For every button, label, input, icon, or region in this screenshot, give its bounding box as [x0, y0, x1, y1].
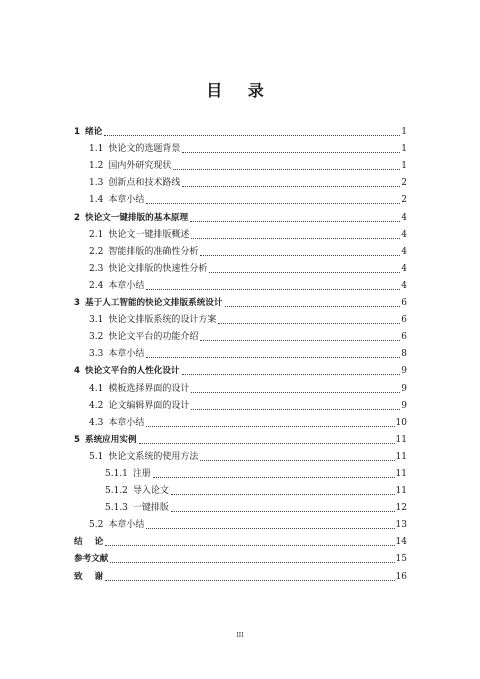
toc-entry[interactable]: [74, 206, 407, 223]
toc-entry[interactable]: [74, 292, 407, 309]
toc-entry-page: 13: [395, 520, 407, 531]
toc-entry[interactable]: [74, 463, 407, 480]
toc-entry-title: 快论文系统的使用方法: [108, 451, 199, 462]
toc-entry-title: 结 论: [74, 537, 104, 548]
toc-entry[interactable]: [74, 138, 407, 155]
dot-leader: [146, 528, 394, 529]
toc-entry-number: 1.4: [89, 195, 104, 206]
toc-entry[interactable]: [74, 241, 407, 258]
dot-leader: [146, 289, 400, 290]
dot-leader: [104, 135, 400, 136]
toc-entry-page: 11: [395, 434, 407, 445]
dot-leader: [146, 357, 400, 358]
toc-entry-title: 注册: [132, 468, 151, 479]
toc-entry-title: 国内外研究现状: [108, 161, 172, 172]
toc-entry[interactable]: [74, 395, 407, 412]
toc-entry-number: 5.1.1: [105, 468, 128, 479]
toc-entry-title: 本章小结: [108, 520, 145, 531]
toc-entry-page: 11: [395, 468, 407, 479]
toc-entry-number: 2.2: [89, 246, 104, 257]
toc-entry-page: 15: [395, 554, 407, 565]
toc-entry-number: 1.3: [89, 178, 104, 189]
toc-entry-page: 1: [401, 144, 407, 155]
page-number: III: [236, 632, 244, 639]
toc-entry-title: 快论文的选题背景: [108, 144, 181, 155]
toc-entry-page: 2: [401, 195, 407, 206]
toc-entry-title: 快论文排版的快速性分析: [108, 263, 208, 274]
toc-entry[interactable]: [74, 377, 407, 394]
toc-entry[interactable]: [74, 548, 407, 565]
toc-entry-number: 3.2: [89, 332, 104, 343]
toc-entry[interactable]: [74, 429, 407, 446]
toc-entry-number: 5.1.2: [105, 486, 128, 497]
toc-entry-number: 2.4: [89, 280, 104, 291]
toc-entry-page: 4: [401, 280, 407, 291]
toc-entry[interactable]: [74, 172, 407, 189]
toc-entry[interactable]: [74, 343, 407, 360]
toc-entry-page: 9: [401, 400, 407, 411]
toc-entry-number: 5.1.3: [105, 503, 128, 514]
toc-entry-number: 2: [74, 212, 80, 223]
dot-leader: [200, 460, 394, 461]
dot-leader: [191, 392, 400, 393]
toc-entry-number: 2.3: [89, 263, 104, 274]
toc-entry-number: 4: [74, 366, 80, 377]
toc-entry-title: 一键排版: [132, 503, 169, 514]
toc-entry[interactable]: [74, 309, 407, 326]
toc-entry[interactable]: [74, 412, 407, 429]
toc-entry-title: 导入论文: [132, 486, 169, 497]
toc-entry-title: 快论文一键排版的基本原理: [84, 212, 189, 223]
toc-entry-page: 6: [401, 298, 407, 309]
toc-entry-page: 14: [395, 537, 407, 548]
toc-entry-number: 3: [74, 298, 80, 309]
toc-entry-number: 5.2: [89, 520, 104, 531]
toc-entry-page: 12: [395, 503, 407, 514]
dot-leader: [200, 340, 400, 341]
toc-entry-title: 本章小结: [108, 195, 145, 206]
dot-leader: [146, 203, 400, 204]
toc-entry-page: 4: [401, 229, 407, 240]
toc-entry[interactable]: [74, 258, 407, 275]
toc-entry-page: 10: [395, 417, 407, 428]
toc-entry-title: 模板选择界面的设计: [108, 383, 190, 394]
toc-entry-number: 5.1: [89, 451, 104, 462]
dot-leader: [218, 323, 400, 324]
toc-entry-page: 8: [401, 349, 407, 360]
dot-leader: [171, 511, 395, 512]
toc-entry-title: 致 谢: [74, 571, 104, 582]
dot-leader: [191, 238, 400, 239]
toc-entry-title: 系统应用实例: [84, 434, 137, 445]
dot-leader: [182, 152, 400, 153]
toc-entry-page: 4: [401, 212, 407, 223]
toc-entry-page: 6: [401, 332, 407, 343]
dot-leader: [105, 580, 394, 581]
toc-entry-page: 1: [401, 161, 407, 172]
dot-leader: [191, 409, 400, 410]
toc-entry-number: 5: [74, 434, 80, 445]
dot-leader: [139, 443, 395, 444]
toc-entry-title: 快论文平台的人性化设计: [84, 366, 180, 377]
toc-entry[interactable]: [74, 155, 407, 172]
toc-entry-number: 1.1: [89, 144, 104, 155]
toc-entry-page: 11: [395, 451, 407, 462]
toc-entry-number: 3.1: [89, 315, 104, 326]
dot-leader: [146, 426, 394, 427]
dot-leader: [173, 169, 400, 170]
toc-entry[interactable]: [74, 514, 407, 531]
dot-leader: [153, 477, 395, 478]
toc-entry[interactable]: [74, 565, 407, 582]
toc-entry[interactable]: [74, 121, 407, 138]
toc-entry-title: 本章小结: [108, 280, 145, 291]
dot-leader: [200, 255, 400, 256]
toc-entry-page: 9: [401, 366, 407, 377]
toc-entry-number: 1.2: [89, 161, 104, 172]
dot-leader: [190, 221, 400, 222]
toc-entry-number: 2.1: [89, 229, 104, 240]
toc-entry-title: 本章小结: [108, 349, 145, 360]
toc-entry-title: 绪论: [84, 127, 103, 138]
toc-entry[interactable]: [74, 360, 407, 377]
toc-entry-title: 本章小结: [108, 417, 145, 428]
toc-entry[interactable]: [74, 480, 407, 497]
toc-entry-title: 快论文平台的功能介绍: [108, 332, 199, 343]
toc-entry[interactable]: [74, 531, 407, 548]
toc-entry-page: 11: [395, 486, 407, 497]
dot-leader: [182, 186, 400, 187]
toc-entry[interactable]: [74, 224, 407, 241]
toc-entry[interactable]: [74, 497, 407, 514]
toc-entry-page: 9: [401, 383, 407, 394]
toc-entry[interactable]: [74, 189, 407, 206]
dot-leader: [182, 374, 401, 375]
toc-entry[interactable]: [74, 446, 407, 463]
toc-entry-page: 4: [401, 246, 407, 257]
toc-entry-title: 参考文献: [74, 554, 109, 565]
toc-entry-title: 创新点和技术路线: [108, 178, 181, 189]
toc-entry-page: 4: [401, 263, 407, 274]
toc-entry[interactable]: [74, 326, 407, 343]
toc-entry-title: 论文编辑界面的设计: [108, 400, 190, 411]
toc-entry-page: 16: [395, 571, 407, 582]
dot-leader: [209, 272, 400, 273]
toc-entry-number: 4.2: [89, 400, 104, 411]
toc-title: 目 录: [206, 81, 274, 100]
toc-entry-number: 3.3: [89, 349, 104, 360]
dot-leader: [110, 562, 394, 563]
toc-entry[interactable]: [74, 275, 407, 292]
dot-leader: [171, 494, 395, 495]
toc-entry-title: 智能排版的准确性分析: [108, 246, 199, 257]
toc-entry-page: 2: [401, 178, 407, 189]
table-of-contents: [74, 121, 407, 583]
toc-entry-title: 基于人工智能的快论文排版系统设计: [84, 298, 223, 309]
toc-entry-number: 4.3: [89, 417, 104, 428]
toc-entry-number: 1: [74, 127, 80, 138]
toc-entry-page: 1: [401, 127, 407, 138]
toc-entry-number: 4.1: [89, 383, 104, 394]
toc-entry-title: 快论文一键排版概述: [108, 229, 190, 240]
toc-entry-title: 快论文排版系统的设计方案: [108, 315, 217, 326]
dot-leader: [225, 306, 401, 307]
dot-leader: [105, 545, 394, 546]
toc-entry-page: 6: [401, 315, 407, 326]
